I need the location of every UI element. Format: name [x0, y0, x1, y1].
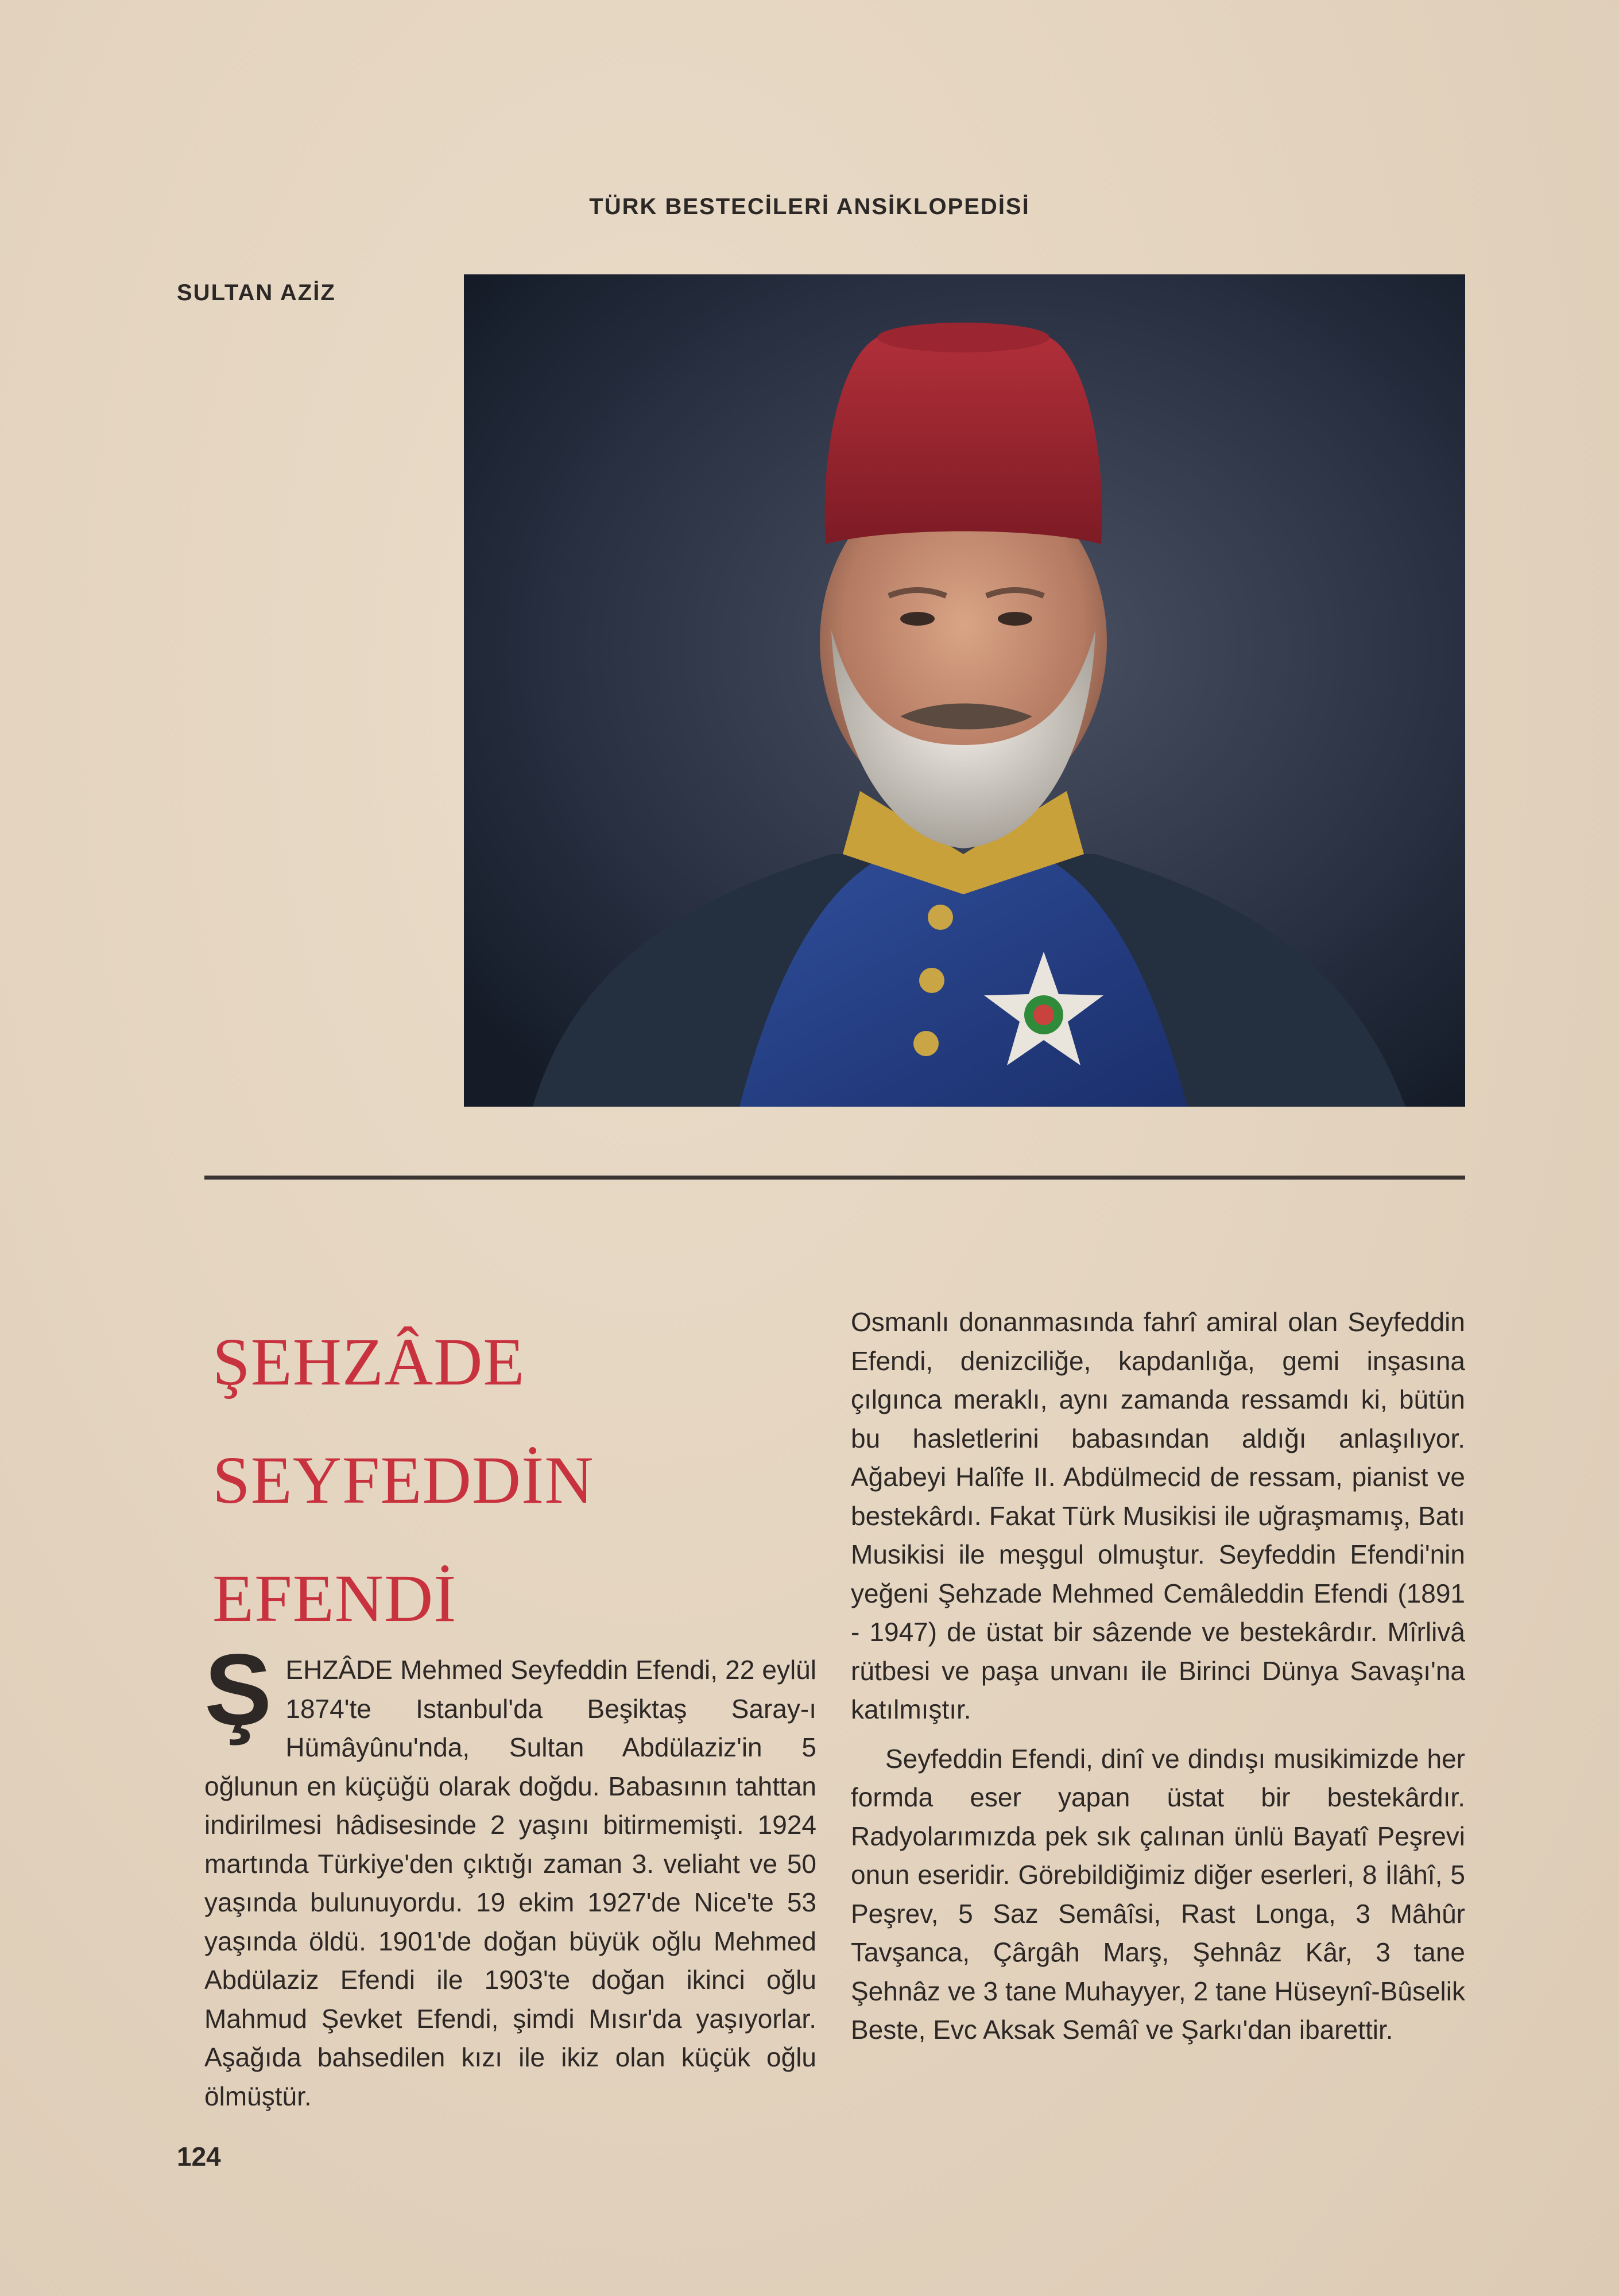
career-paragraph: Osmanlı donanmasında fahrî amiral olan Seyfeddin Efendi, denizciliğe, kapdanlığa, gemi inşasına çılgınca meraklı, aynı zamanda ressamdı ki, bütün bu hasletlerini babasından aldığı anlaşılıyor. Ağabeyi Halîfe II. Abdülmecid de ressam, pianist ve bestekârdı. Fakat Türk Musikisi ile uğraşmamış, Batı Musikisi ile meşgul olmuştur. Seyfeddin Efendi'nin yeğeni Şehzade Mehmed Cemâleddin Efendi (1891 - 1947) de üstat bir sâzende ve bestekârdır. Mîrlivâ rütbesi ve paşa unvanı ile Birinci Dünya Savaşı'na katılmıştır. — [851, 1307, 1465, 1724]
portrait-photo — [464, 274, 1465, 1107]
section-divider — [204, 1176, 1465, 1180]
title-line-3: EFENDİ — [212, 1561, 457, 1636]
biography-paragraph: EHZÂDE Mehmed Seyfeddin Efendi, 22 eylül 1874'te Istanbul'da Beşiktaş Saray-ı Hümâyûnu'nda, Sultan Abdülaziz'in 5 oğlunun en küçüğü olarak doğdu. Babasının tahttan indirilmesi hâdisesinde 2 yaşını bitirmemişti. 1924 martında Türkiye'den çıktığı zaman 3. veliaht ve 50 yaşında bulunuyordu. 19 ekim 1927'de Nice'te 53 yaşında öldü. 1901'de doğan büyük oğlu Mehmed Abdülaziz Efendi ile 1903'te doğan ikinci oğlu Mahmud Şevket Efendi, şimdi Mısır'da yaşıyorlar. Aşağıda bahsedilen kızı ile ikiz olan küçük oğlu ölmüştür. — [204, 1655, 816, 2111]
article-column-right — [851, 1303, 1465, 2050]
title-line-2: SEYFEDDİN — [212, 1442, 594, 1518]
page-number: 124 — [177, 2142, 221, 2171]
works-paragraph: Seyfeddin Efendi, dinî ve dindışı musikimizde her formda eser yapan üstat bir bestekârdır. Radyolarımızda pek sık çalınan ünlü Bayatî Peşrevi onun eseridir. Görebildiğimiz diğer eserleri, 8 İlâhî, 5 Peşrev, 5 Saz Semâîsi, Rast Longa, 3 Mâhûr Tavşanca, Çârgâh Marş, Şehnâz Kâr, 3 tane Şehnâz ve 3 tane Muhayyer, 2 tane Hüseynî-Bûselik Beste, Evc Aksak Semâî ve Şarkı'dan ibarettir. — [851, 1743, 1465, 2045]
drop-cap: Ş — [204, 1634, 272, 1746]
title-line-1: ŞEHZÂDE — [212, 1324, 525, 1399]
article-column-left — [204, 1634, 816, 2116]
portrait-caption: SULTAN AZİZ — [177, 280, 336, 305]
portrait-illustration — [464, 274, 1465, 1107]
encyclopedia-header: TÜRK BESTECİLERİ ANSİKLOPEDİSİ — [589, 194, 1030, 219]
article-title — [212, 1303, 594, 1658]
